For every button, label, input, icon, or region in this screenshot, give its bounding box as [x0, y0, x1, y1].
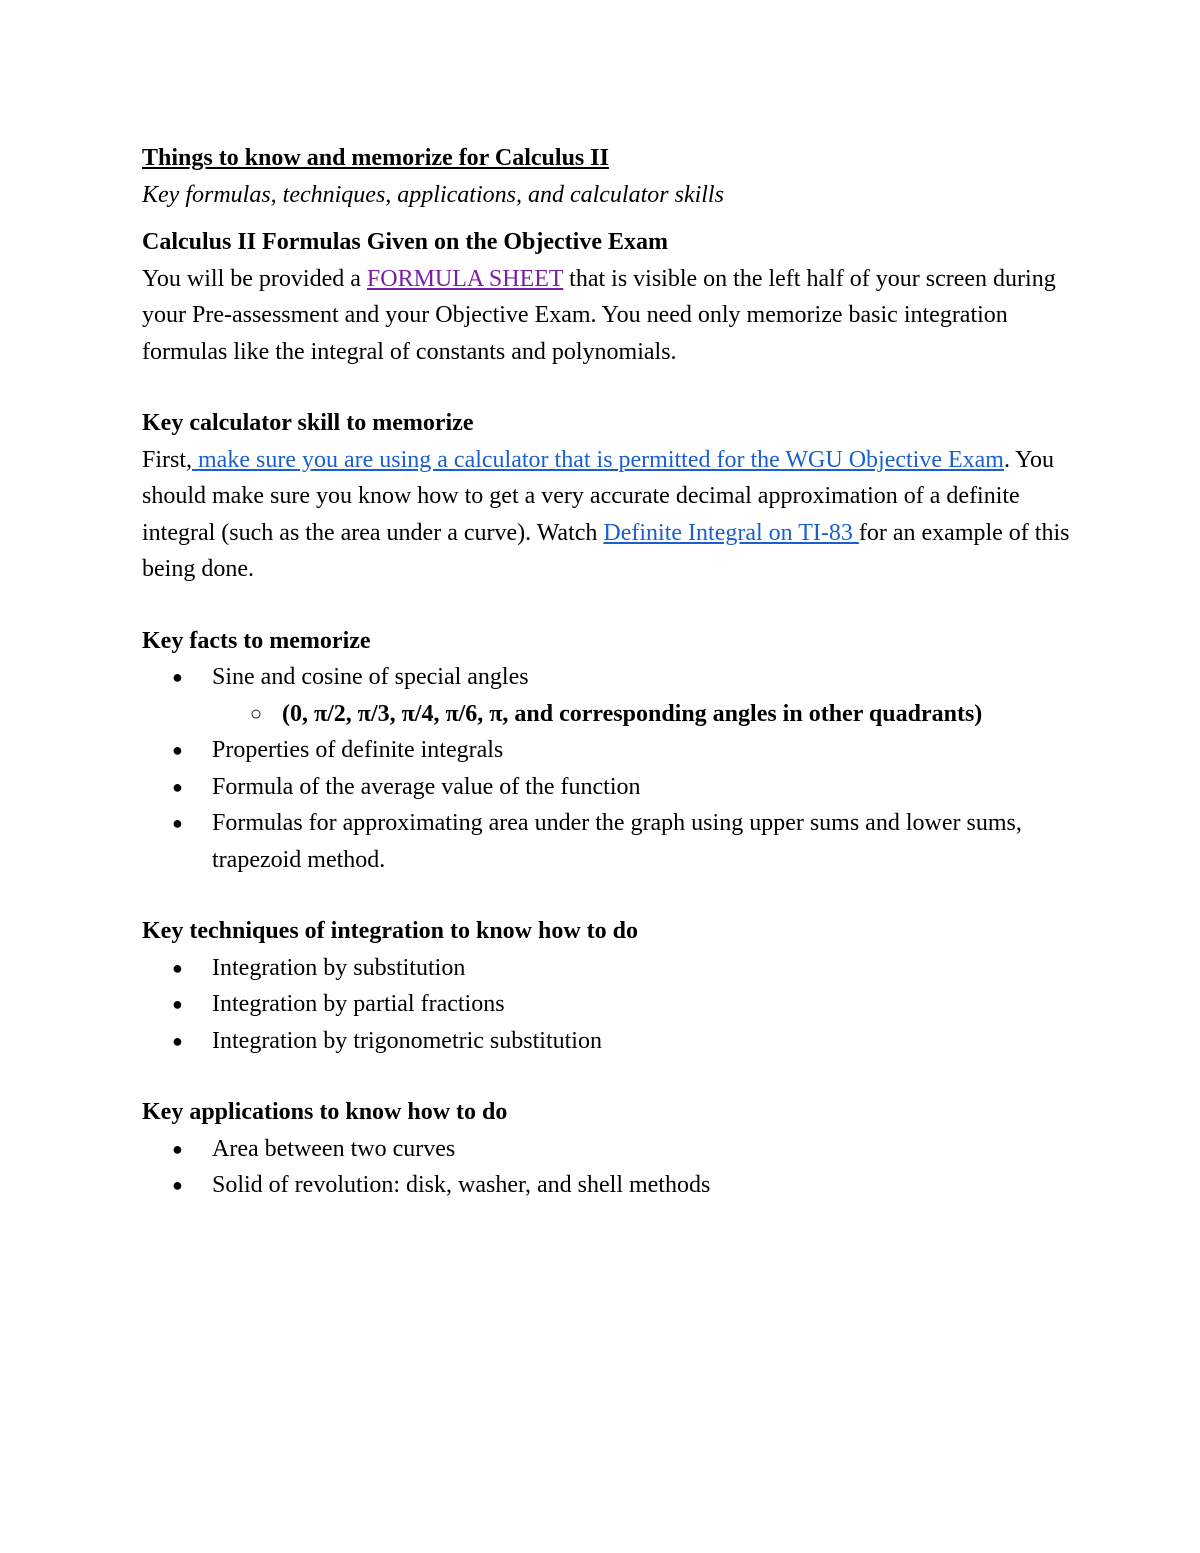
bullet-icon: ●	[172, 1138, 183, 1159]
formula-sheet-link[interactable]: FORMULA SHEET	[366, 265, 564, 292]
applications-heading: Key applications to know how to do	[142, 1099, 508, 1125]
bullet-icon: ●	[172, 1175, 183, 1195]
calculator-paragraph	[142, 442, 1072, 588]
hollow-bullet-icon: ○	[250, 702, 263, 725]
list-item-text: Sine and cosine of special angles	[212, 664, 529, 690]
list-item-text: Formula of the average value of the function	[212, 773, 641, 800]
calculator-heading: Key calculator skill to memorize	[142, 410, 474, 436]
document-subtitle: Key formulas, techniques, applications, and calculator skills	[142, 181, 724, 208]
list-item	[142, 1167, 1072, 1204]
document-page	[142, 140, 1072, 1204]
techniques-list	[142, 950, 1072, 1060]
techniques-heading: Key techniques of integration to know how to do	[142, 918, 639, 944]
facts-sublist	[212, 696, 1072, 733]
list-item	[142, 769, 1072, 806]
list-item-text: Integration by partial fractions	[212, 991, 505, 1017]
bullet-icon: ●	[172, 957, 183, 978]
list-item-text: Properties of definite integrals	[212, 737, 504, 763]
list-item	[142, 732, 1072, 769]
permitted-calculator-link[interactable]: make sure you are using a calculator that is permitted for the WGU Objective Exam	[192, 446, 1004, 473]
definite-integral-ti83-link[interactable]: Definite Integral on TI-83	[603, 519, 859, 546]
applications-list	[142, 1131, 1072, 1204]
document-title: Things to know and memorize for Calculus II	[142, 145, 609, 171]
formulas-paragraph	[142, 261, 1072, 371]
list-item	[142, 1023, 1072, 1060]
calculator-text-end: for an example of this being done.	[142, 519, 1070, 582]
bullet-icon: ●	[172, 740, 183, 760]
list-item-text: Solid of revolution: disk, washer, and shell methods	[212, 1172, 711, 1198]
sub-list-item-text: (0, π/2, π/3, π/4, π/6, π, and corresponding angles in other quadrants)	[282, 700, 983, 727]
list-item-text: Formulas for approximating area under the graph using upper sums and lower sums, trapezoid method.	[212, 810, 1022, 873]
list-item	[142, 805, 1072, 878]
formulas-heading: Calculus II Formulas Given on the Objective Exam	[142, 229, 668, 255]
calculator-text-middle: . You should make sure you know how to get a very accurate decimal approximation of a definite integral (such as the area under a curve). Watch	[142, 446, 1055, 546]
facts-heading: Key facts to memorize	[142, 627, 371, 654]
list-item-text: Area between two curves	[212, 1135, 456, 1162]
bullet-icon: ●	[172, 667, 183, 687]
list-item	[142, 1131, 1072, 1168]
list-item-text: Integration by substitution	[212, 954, 466, 981]
list-item	[142, 950, 1072, 987]
list-item	[142, 659, 1072, 732]
formulas-text-before: You will be provided a	[142, 265, 367, 292]
list-item-text: Integration by trigonometric substitution	[212, 1027, 602, 1054]
sub-list-item	[142, 696, 1072, 733]
facts-list	[142, 659, 1072, 878]
calculator-text-first: First,	[142, 446, 193, 473]
list-item	[142, 986, 1072, 1023]
formulas-text-after: that is visible on the left half of your screen during your Pre-assessment and your Objective Exam. You need only memorize basic integration formulas like the integral of constants and polynomials.	[142, 265, 1056, 365]
bullet-icon: ●	[172, 776, 183, 797]
bullet-icon: ●	[172, 813, 183, 833]
bullet-icon: ●	[172, 1030, 183, 1051]
bullet-icon: ●	[172, 994, 183, 1014]
